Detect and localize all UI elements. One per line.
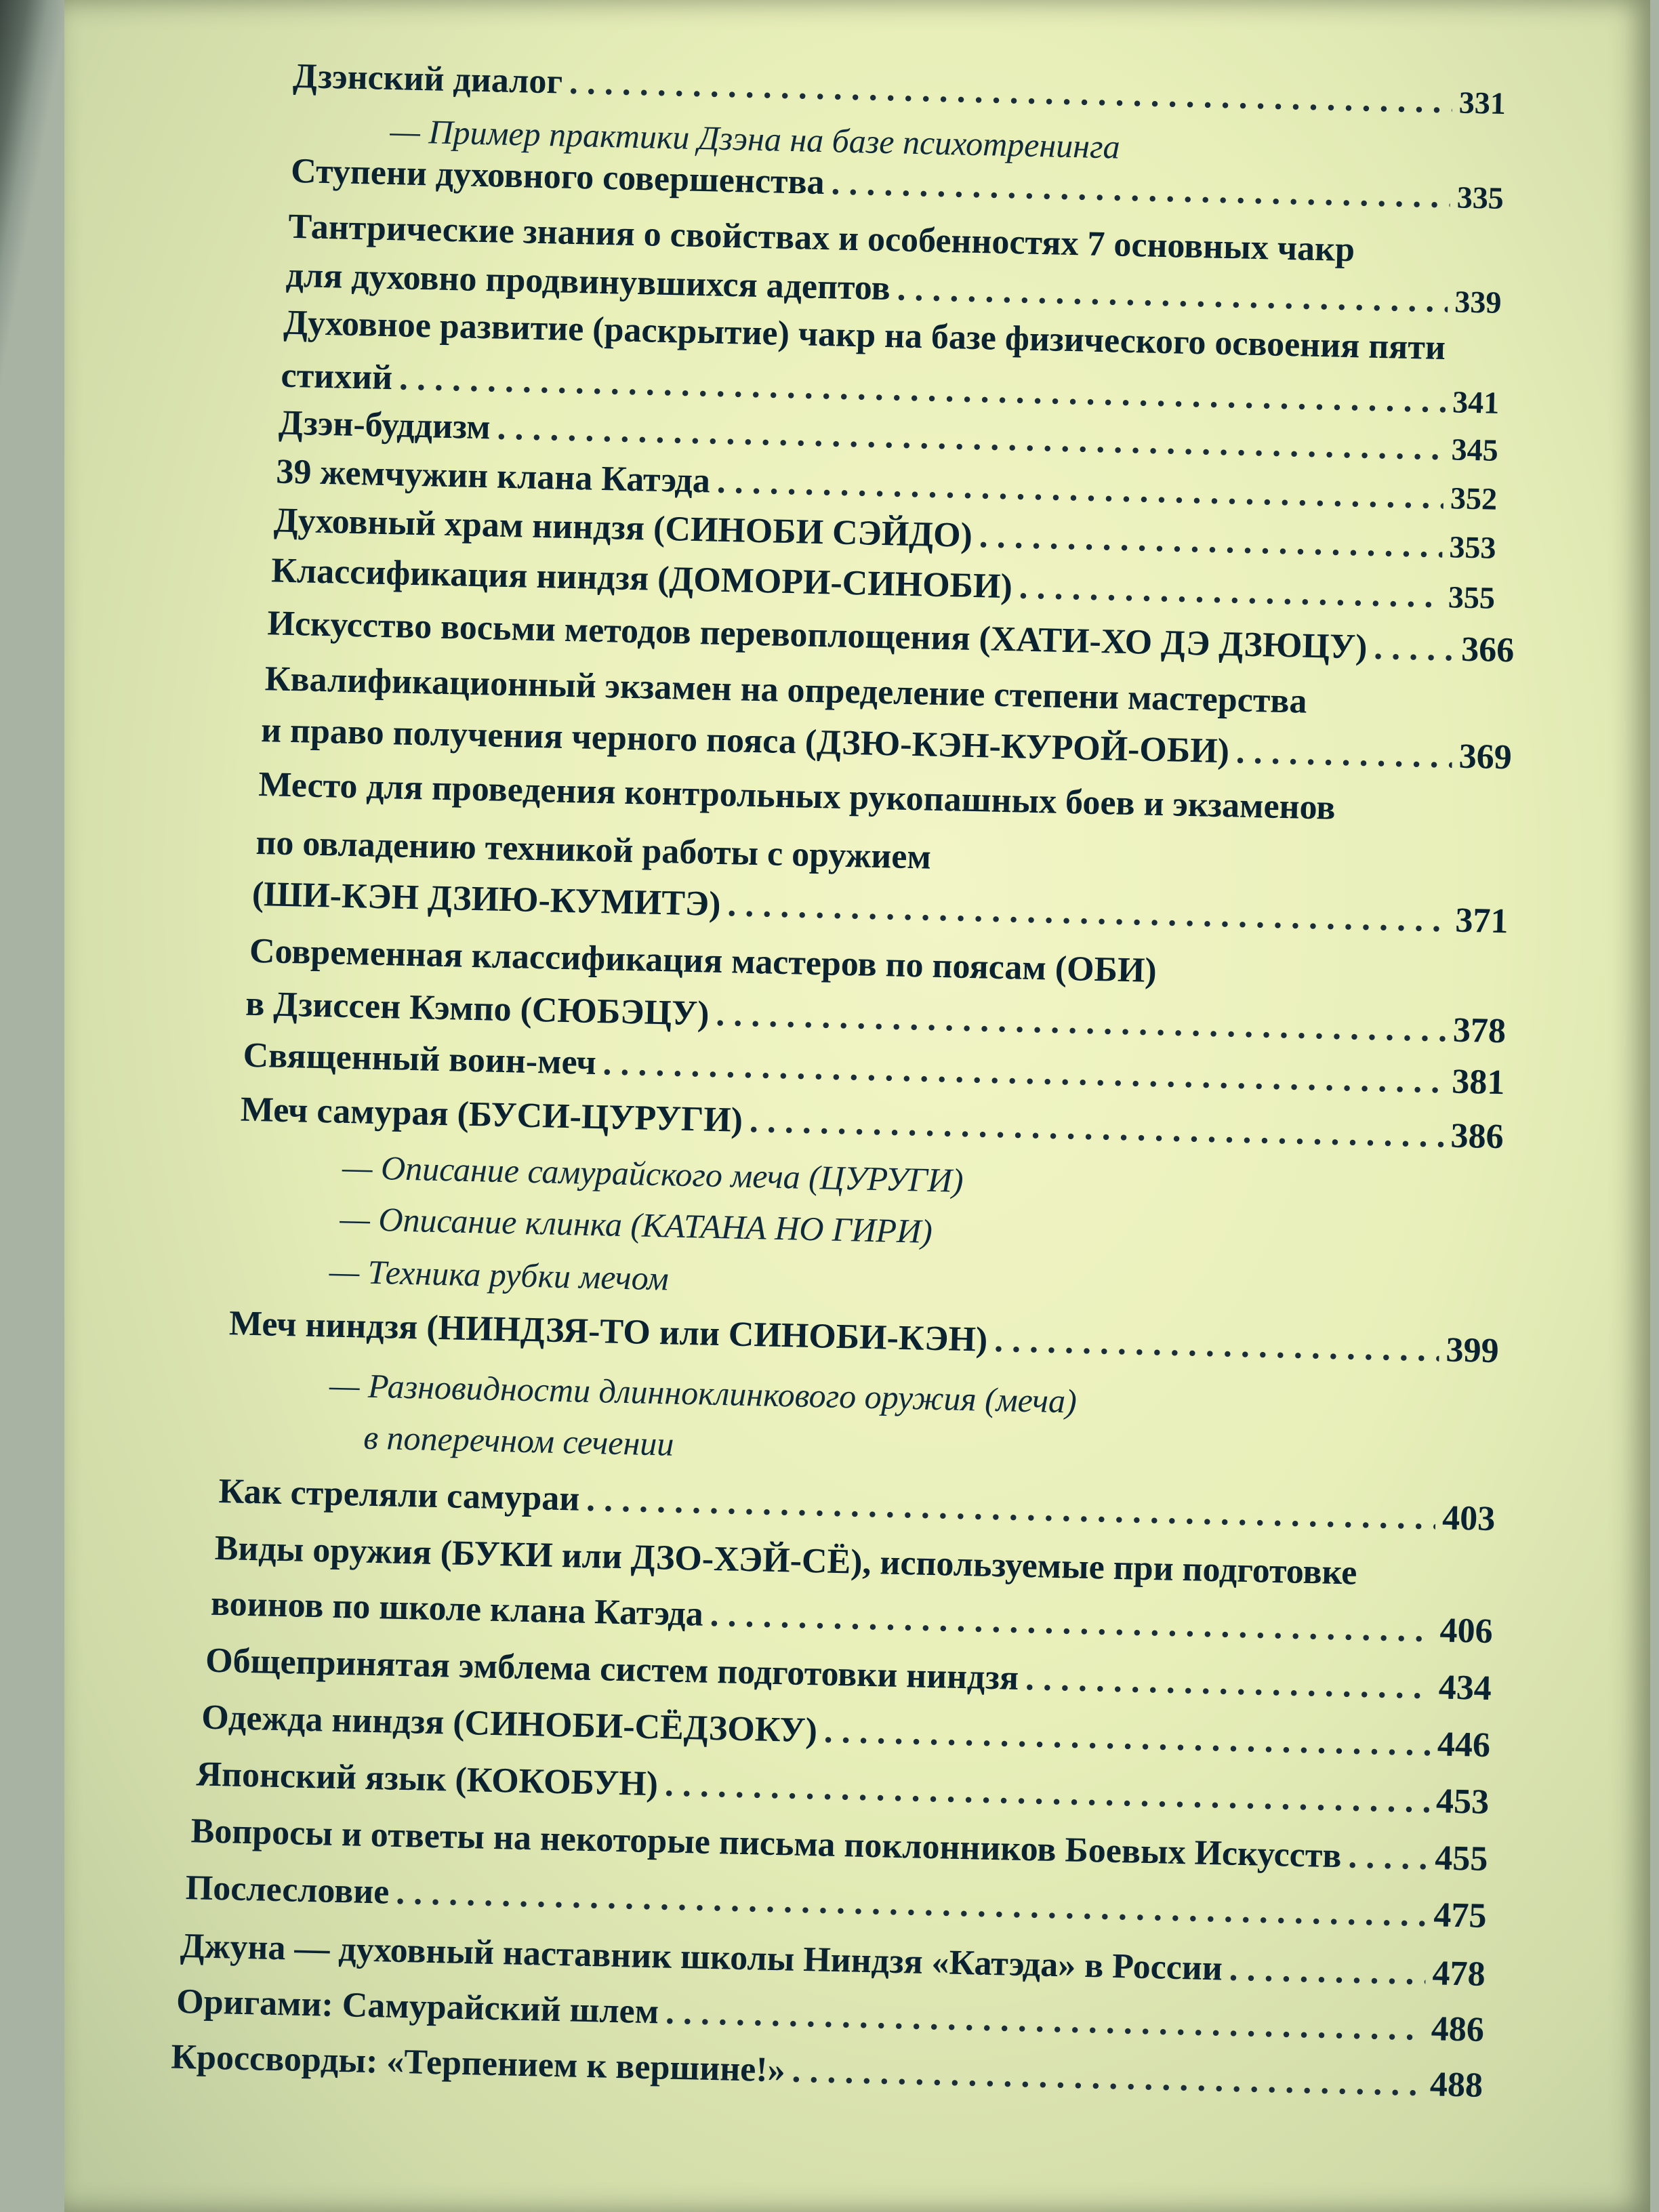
toc-entry [210,1584,1493,1652]
dot-leader [1025,1658,1432,1707]
toc-entry-line: Духовное развитие (раскрытие) чакр на базе физического освоения пяти [283,303,1446,368]
toc-entry-page: 453 [1435,1782,1490,1822]
toc-entry [180,1926,1486,1994]
toc-subentry: — Описание самурайского меча (ЦУРУГИ) [342,1147,964,1200]
toc-entry-title: Послесловие [185,1868,390,1912]
toc-entry-page: 355 [1448,579,1496,615]
toc-subentry: — Разновидности длинноклинкового оружия (меча) [329,1366,1078,1420]
toc-entry-page: 335 [1456,180,1504,216]
toc-entry-title: Священный воин-меч [243,1036,597,1082]
toc-entry-title: Меч самурая (БУСИ-ЦУРУГИ) [240,1090,743,1140]
toc-entry-title: Общепринятая эмблема систем подготовки ниндзя [205,1641,1019,1698]
toc-entry [251,874,1509,941]
toc-entry-line: по овладению техникой работы с оружием [255,823,932,877]
toc-entry-title: воинов по школе клана Катэда [210,1584,704,1634]
toc-entry-page: 406 [1439,1611,1494,1652]
toc-entry [171,2037,1483,2106]
toc-entry-page: 369 [1458,737,1513,777]
dot-leader [749,1101,1444,1155]
toc-entry-page: 371 [1454,901,1509,941]
toc-subentry: — Техника рубки мечом [329,1252,670,1298]
dot-leader [665,1992,1425,2049]
toc-entry-page: 366 [1460,630,1515,670]
toc-entry-title: Ступени духовного совершенства [290,151,825,203]
toc-entry-title: Джуна — духовный наставник школы Ниндзя «Катэда» в России [180,1926,1223,1988]
toc-entry-page: 381 [1451,1062,1505,1103]
toc-subentry: в поперечном сечении [363,1418,675,1463]
dot-leader [1019,567,1441,616]
toc-entry [196,1754,1490,1822]
toc-entry-line: Виды оружия (БУКИ или ДЗО-ХЭЙ-СЁ), используемые при подготовке [214,1528,1358,1593]
toc-entry-title: Вопросы и ответы на некоторые письма поклонников Боевых Искусств [190,1811,1343,1876]
toc-entry-line: Тантрические знания о свойствах и особенностях 7 основных чакр [287,207,1355,270]
toc-entry-title: в Дзиссен Кэмпо (СЮБЭЦУ) [245,984,710,1033]
dot-leader [994,1320,1440,1370]
toc-entry-title: Духовный храм ниндзя (СИНОБИ СЭЙДО) [273,501,973,555]
toc-entry-title: Кроссворды: «Терпением к вершине!» [170,2037,786,2090]
toc-entry-line: Современная классификация мастеров по поясам (ОБИ) [249,931,1158,991]
toc-entry-title: для духовно продвинувшихся адептов [285,255,891,308]
toc-entry-title: Японский язык (КОКОБУН) [195,1755,659,1804]
dot-leader [792,2051,1424,2104]
toc-entry-page: 345 [1451,432,1499,468]
toc-entry [228,1303,1499,1371]
dot-leader [1229,1949,1426,1993]
dot-leader [897,268,1448,321]
dot-leader [727,884,1449,940]
toc-subentry: — Описание клинка (КАТАНА НО ГИРИ) [339,1199,933,1250]
toc-entry-page: 478 [1431,1954,1486,1994]
toc-entry-page: 352 [1450,480,1498,516]
dot-leader [602,1043,1446,1101]
dot-leader [586,1479,1436,1538]
dot-leader [716,994,1447,1050]
dot-leader [1348,1836,1429,1878]
toc-entry-page: 475 [1433,1896,1488,1936]
toc-entry-page: 378 [1452,1010,1507,1051]
toc-entry-title: Классификация ниндзя (ДОМОРИ-СИНОБИ) [270,551,1013,607]
toc-entry-title: Дзэн-буддизм [278,403,491,447]
dot-leader [569,62,1452,121]
toc-entry [205,1641,1492,1708]
toc-entry-page: 341 [1452,384,1500,420]
toc-entry-page: 446 [1437,1725,1491,1765]
toc-entry [240,1090,1504,1158]
dot-leader [1374,628,1455,670]
toc-entry [176,1982,1485,2050]
toc-entry-line: Квалификационный экзамен на определение степени мастерства [264,659,1308,721]
dot-leader [664,1764,1429,1821]
toc-entry-page: 386 [1450,1116,1504,1157]
dot-leader [831,163,1450,216]
toc-entry-page: 403 [1441,1498,1496,1539]
dot-leader [823,1711,1431,1765]
toc-entry-title: (ШИ-КЭН ДЗИЮ-КУМИТЭ) [251,874,722,924]
toc-entry-title: Одежда ниндзя (СИНОБИ-СЁДЗОКУ) [201,1698,818,1750]
dot-leader [716,462,1444,517]
toc-entry-title: Как стреляли самураи [218,1472,580,1519]
toc-entry-title: Меч ниндзя (НИНДЗЯ-ТО или СИНОБИ-КЭН) [228,1304,988,1359]
toc-entry-page: 488 [1429,2065,1483,2105]
toc-entry-page: 339 [1454,284,1502,320]
toc-entry [261,710,1513,777]
toc-entry-title: Оригами: Самурайский шлем [176,1982,659,2032]
toc-entry-page: 486 [1431,2009,1485,2049]
toc-entry [218,1471,1496,1539]
toc-entry-title: и право получения черного пояса (ДЗЮ-КЭН-КУРОЙ-ОБИ) [260,711,1230,771]
toc-entry-title: стихий [281,356,393,398]
dot-leader [710,1595,1433,1650]
toc-entry [190,1811,1488,1879]
toc-entry-page: 455 [1434,1839,1488,1879]
toc-entry-page: 434 [1438,1668,1492,1708]
dot-leader [979,516,1443,566]
toc-entry [185,1868,1487,1936]
toc-entry-title: 39 жемчужин клана Катэда [275,452,711,501]
toc-entry-title: Дзэнский диалог [292,56,563,102]
toc-entry [201,1698,1491,1765]
dot-leader [396,1872,1427,1935]
toc-entry-page: 353 [1448,529,1497,565]
toc-entry-page: 331 [1458,85,1507,121]
toc-entry-line: Место для проведения контрольных рукопашных боев и экзаменов [258,765,1336,827]
toc-subentry: — Пример практики Дзэна на базе психотренинга [389,112,1121,166]
toc-entry-title: Искусство восьми методов перевоплощения (ХАТИ-ХО ДЭ ДЗЮЦУ) [267,604,1368,667]
dot-leader [1235,732,1452,777]
toc-entry-page: 399 [1446,1330,1500,1371]
